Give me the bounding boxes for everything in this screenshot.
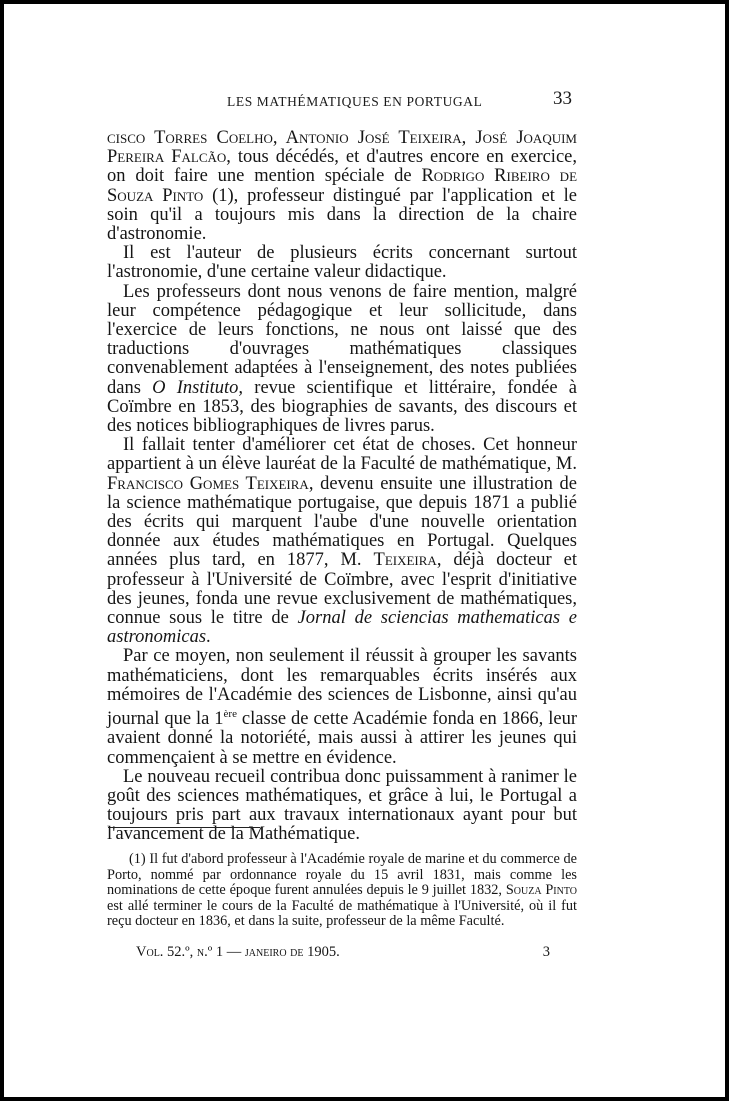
paragraph-2: Il est l'auteur de plusieurs écrits concernant surtout l'astronomie, d'une certaine valeur didactique. [107,243,577,283]
p4-text: Il fallait tenter d'améliorer cet état de choses. Cet honneur appartient à un élève lauréat de la Faculté de mathématique, M. [107,435,577,475]
p4-text-end: . [206,627,211,648]
running-title: LES MATHÉMATIQUES EN PORTUGAL [227,94,483,109]
p3-text-end: revue scientifique et littéraire, fondée à Coïmbre en 1853, des biographies de savants, des discours et des notices bibliographiques de livres parus. [107,377,578,437]
document-page [4,4,725,1097]
journal-title-jornal: Jornal de sciencias mathematicas e astronomicas [107,608,577,648]
p4-text-mid: , devenu ensuite une illustration de la science mathématique portugaise, que depuis 1871 a publié des écrits qui marquent l'aube d'une nouvelle orientation donnée aux études mathématiques en Portugal. Quelques années plus tard, en 1877, M. [107,473,577,571]
p1-text-end: (1), professeur distingué par l'application et le soin qu'il a toujours mis dans la direction de la chaire d'astronomie. [107,185,578,245]
p4-text-late: , déjà docteur et professeur à l'Université de Coïmbre, avec l'esprit d'initiative des jeunes, fonda une revue exclusivement de mathématiques, connue sous le titre de [107,550,577,629]
paragraph-3 [107,283,577,437]
journal-title-instituto: O Instituto, [152,377,244,398]
footnote-text: (1) Il fut d'abord professeur à l'Académie royale de marine et du commerce de Porto, nommé par ordonnance royale du 15 avril 1831, mais comme les nominations de cette époque furent annulées depuis le 9 juillet 1832, [107,851,577,899]
name-souza-pinto: Rodrigo Ribeiro de Souza Pinto [107,166,578,206]
page-number: 33 [553,88,572,109]
footnote-text-end: est allé terminer le cours de la Faculté de mathématique à l'Université, où il fut reçu docteur en 1836, et dans la suite, professeur de la même Faculté. [107,897,577,930]
footnote-1 [107,852,577,930]
volume-info: Vol. 52.º, n.º 1 — janeiro de 1905. [136,944,340,960]
p1-text: , tous décédés, et d'autres encore en exercice, on doit faire une mention spéciale de [107,147,577,187]
footnote-divider [108,827,260,828]
footnote-name: Souza Pinto [505,882,577,899]
superscript-ere: ère [223,708,237,721]
name-teixeira: Teixeira [373,550,437,571]
name-gomes-teixeira: Francisco Gomes Teixeira [107,473,309,494]
main-text [107,129,577,845]
paragraph-1 [107,129,577,244]
sheet-number: 3 [542,944,550,960]
paragraph-4 [107,436,577,647]
names-list: cisco Torres Coelho, Antonio José Teixeira, José Joaquim Pereira Falcão [107,128,577,168]
p5-text-end: classe de cette Académie fonda en 1866, leur avaient donné la notoriété, mais aussi à attirer les jeunes qui commençaient à se mettre en évidence. [107,709,577,768]
footnote [107,852,577,930]
p5-text: Par ce moyen, non seulement il réussit à grouper les savants mathématiciens, dont les remarquables écrits insérés aux mémoires de l'Académie des sciences de Lisbonne, ainsi qu'au journal que la 1 [107,646,577,730]
paragraph-5 [107,647,577,767]
p3-text: Les professeurs dont nous venons de faire mention, malgré leur compétence pédagogique et leur sollicitude, dans l'exercice de leurs fonctions, ne nous ont laissé que des traductions d'ouvrages mathématiques classiques convenablement adaptées à l'enseignement, des notes publiées dans [107,281,577,398]
paragraph-6: Le nouveau recueil contribua donc puissamment à ranimer le goût des sciences mathématiques, et grâce à lui, le Portugal a toujours pris part aux travaux internationaux ayant pour but l'avancement de la Mathématique. [107,766,577,845]
